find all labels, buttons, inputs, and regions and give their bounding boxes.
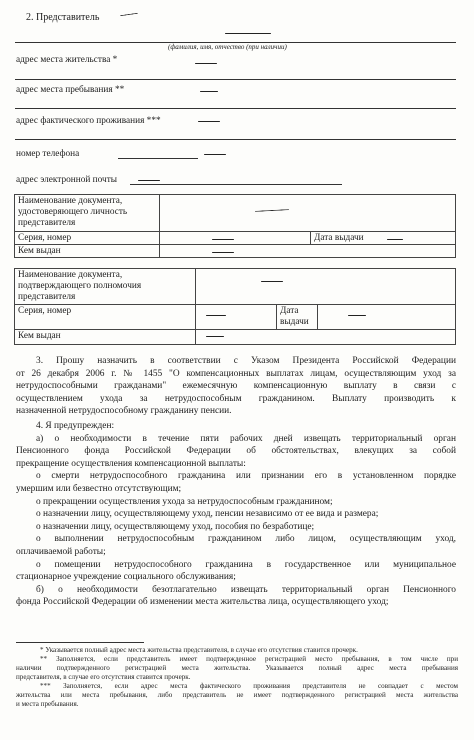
- text-line: стационарное учреждение социального обслуживания;: [16, 572, 236, 583]
- handwritten-dash: [387, 239, 403, 240]
- section-title: 2. Представитель: [26, 12, 100, 23]
- authority-document-table: [14, 268, 456, 345]
- id-date-label: Дата выдачи: [314, 233, 364, 243]
- text-line: Серия, номер: [18, 233, 72, 243]
- id-doc-name-label: [15, 195, 160, 232]
- list-item: о выполнении нетрудоспособным гражданином либо лицом, осуществляющим уход,: [36, 534, 456, 545]
- email-label: адрес электронной почты: [16, 175, 118, 185]
- text-line: Кем выдан: [18, 331, 61, 341]
- handwritten-dash: [200, 91, 218, 92]
- handwritten-dash: [212, 252, 234, 253]
- footnote-1: * Указывается полный адрес места жительства представителя, в случае его отсутствия ставится прочерк.: [40, 646, 358, 654]
- handwritten-dash: [204, 154, 226, 155]
- id-doc-name-value: [160, 195, 456, 232]
- list-item: о назначении лицу, осуществляющему уход, пособия по безработице;: [36, 521, 315, 532]
- handwritten-dash: [195, 63, 217, 64]
- text-line: и места пребывания.: [16, 700, 79, 708]
- text-line: прекращение осуществления компенсационной выплаты:: [16, 458, 246, 469]
- auth-date-label: [277, 305, 318, 330]
- text-line: наличии подтвержденного регистрацией места жительства. Указывается полный адрес места пребывания: [16, 664, 458, 672]
- handwritten-dash: [212, 239, 234, 240]
- text-line: Пенсионного фонда Российской Федерации об обстоятельствах, влекущих за собой: [16, 446, 456, 457]
- text-line: осуществлением ухода за нетрудоспособным гражданином. Выплату производить к: [16, 393, 456, 404]
- residence-line: [15, 79, 456, 80]
- paragraph-4-title: 4. Я предупрежден:: [36, 421, 115, 431]
- auth-issued-value: [196, 330, 456, 345]
- residence-label: адрес места жительства *: [16, 55, 118, 65]
- id-issued-label: [15, 245, 160, 258]
- paragraph-3: [16, 355, 456, 418]
- footnotes: [16, 646, 458, 709]
- footnote-2: ** Заполняется, если представитель имеет подтвержденное регистрацией место пребывания, в том числе при: [40, 655, 458, 663]
- auth-doc-name-label: [15, 269, 196, 305]
- handwritten-name: [225, 33, 271, 34]
- handwritten-dash: [198, 121, 220, 122]
- email-line: [130, 184, 342, 185]
- text-line: оплачиваемой работы;: [16, 546, 106, 557]
- text-line: 3. Прошу назначить в соответствии с Указом Президента Российской Федерации: [36, 356, 456, 366]
- text-line: от 26 декабря 2006 г. № 1455 "О компенсационных выплатах лицам, осуществляющим уход за: [16, 368, 456, 379]
- text-line: жительства или места пребывания, либо представитель не имеет подтвержденного регистрацией места жительства: [16, 691, 458, 699]
- text-line: умершим или безвестно отсутствующим;: [16, 483, 182, 494]
- text-line: а) о необходимости в течение пяти рабочих дней извещать территориальный орган: [36, 433, 456, 444]
- id-series-label: [15, 232, 160, 245]
- list-item: о назначении лицу, осуществляющему уход, пенсии независимо от ее вида и размера;: [36, 509, 379, 520]
- handwritten-dash: [206, 336, 224, 337]
- footnote-3: *** Заполняется, если адрес места фактического проживания представителя не совпадает с местом: [40, 682, 458, 690]
- auth-series-label: [15, 305, 196, 330]
- id-date-cell: [311, 232, 456, 245]
- text-line: б) о необходимости безотлагательно извещать территориальный орган Пенсионного: [36, 584, 456, 595]
- text-line: Дата выдачи: [280, 306, 309, 327]
- text-line: представителя, в случае его отсутствия ставится прочерк.: [16, 673, 191, 681]
- actual-address-label: адрес фактического проживания ***: [16, 116, 161, 126]
- phone-line: [118, 158, 198, 159]
- paragraph-4: [16, 420, 456, 609]
- handwritten-dash: [138, 180, 160, 181]
- text-line: фонда Российской Федерации об изменении места жительства лица, осуществляющего уход;: [16, 597, 389, 608]
- auth-date-value: [318, 305, 456, 330]
- handwritten-mark: [120, 13, 138, 16]
- id-series-value: [160, 232, 311, 245]
- handwritten-dash: [261, 281, 283, 282]
- handwritten-dash: [206, 315, 226, 316]
- list-item: о помещении нетрудоспособного гражданина в государственное или муниципальное: [36, 559, 456, 570]
- text-line: Наименование документа, подтверждающего полномочия представителя: [18, 270, 142, 302]
- id-document-table: [14, 194, 456, 258]
- fio-caption: (фамилия, имя, отчество (при наличии): [168, 43, 287, 51]
- text-line: нетрудоспособными гражданами" ежемесячную компенсационную выплату в связи с: [16, 381, 456, 392]
- handwritten-entry: [255, 209, 289, 212]
- list-item: о прекращении осуществления ухода за нетрудоспособным гражданином;: [36, 496, 333, 507]
- handwritten-dash: [348, 315, 366, 316]
- text-line: Серия, номер: [18, 306, 72, 316]
- footnote-divider: [16, 642, 144, 643]
- list-item: о смерти нетрудоспособного гражданина или признании его в установленном порядке: [36, 471, 456, 482]
- stay-line: [15, 108, 456, 109]
- stay-label: адрес места пребывания **: [16, 85, 125, 95]
- auth-series-value: [196, 305, 277, 330]
- text-line: Наименование документа, удостоверяющего личность представителя: [18, 196, 128, 228]
- phone-label: номер телефона: [16, 149, 80, 159]
- auth-issued-label: [15, 330, 196, 345]
- text-line: назначенной нетрудоспособному гражданину пенсии.: [16, 406, 232, 417]
- text-line: Кем выдан: [18, 246, 61, 256]
- id-issued-value: [160, 245, 456, 258]
- actual-address-line: [15, 139, 456, 140]
- auth-doc-name-value: [196, 269, 456, 305]
